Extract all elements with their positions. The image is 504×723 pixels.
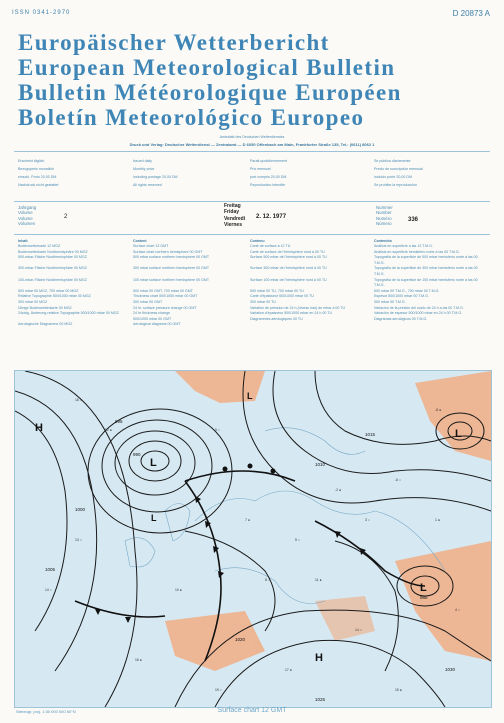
contents-heading: Content (133, 239, 147, 243)
info-line: including postage 20,00 DM (133, 175, 178, 179)
title-german: Europäischer Wetterbericht (18, 30, 330, 55)
contents-item: Surface 300 mbar de l'hémisphère nord à 00 TU (250, 266, 327, 271)
contents-item: 500/1000 mbar 00 GMT (133, 316, 172, 321)
info-line: Bezugspreis monatlich (18, 167, 55, 171)
document-number: D 20873 A (452, 9, 490, 18)
weather-map-svg (15, 371, 491, 707)
contents-item: Variation de pression de 24 h (niveau bas) de mbar à 00 TU (250, 305, 346, 310)
pressure-label: 1015 (365, 432, 376, 437)
divider (14, 234, 490, 235)
svg-text:11 ●: 11 ● (315, 578, 322, 582)
svg-text:12 ●: 12 ● (105, 428, 112, 432)
day-block: Freitag Friday Vendredi Viernes (224, 203, 246, 229)
info-column (18, 157, 59, 189)
contents-item: 500 mbar 00 GMT, 700 mbar 00 GMT (133, 288, 193, 293)
contents-item: 300 mbar 00 MGZ (18, 299, 48, 304)
contents-column (374, 239, 486, 322)
contents-item: Übrige Bodenwetterkarte 00 MGZ (18, 305, 72, 310)
contents-item: Surface chart northern hemisphere 00 GMT (133, 249, 203, 254)
pressure-label: 990 (133, 452, 141, 457)
contents-item: 500-mbar-Fläche Nordhemisphäre 00 MGZ (18, 255, 87, 260)
low-center: L (420, 582, 427, 594)
contents-item: 300 mbar surface northern hemisphere 00 GMT (133, 266, 210, 271)
sea-background (15, 371, 491, 707)
contents-heading: Inhalt (18, 239, 28, 243)
info-column (374, 157, 423, 189)
contents-item: 100 mbar surface northern hemisphere 00 GMT (133, 277, 210, 282)
contents-item: Surface chart 12 GMT (133, 244, 169, 248)
info-line: Erscheint täglich (18, 159, 45, 163)
high-center: H (315, 652, 323, 664)
contents-item: 500 mbar 00 TU, 700 mbar 00 TU (250, 288, 304, 293)
low-center: L (150, 457, 157, 469)
svg-text:5 ○: 5 ○ (295, 538, 300, 542)
info-line: incluido porte 20,00 DM (374, 175, 412, 179)
svg-text:-2 ●: -2 ● (335, 488, 342, 492)
contents-item: 24stdg. Änderung relative Topographie 500/1000 mbar 00 MGZ (18, 311, 119, 316)
contents-item: Carte de surface à 12 TU (250, 244, 291, 248)
svg-text:-8 ●: -8 ● (435, 408, 442, 412)
svg-text:4 ○: 4 ○ (455, 608, 460, 612)
contents-item: 300 mbar 00 T.M.G. (374, 299, 406, 304)
contents-item: 24 hr thickness change (133, 311, 170, 316)
contents-item: Variation d'épaisseur 500/1000 mbar en 24 h 00 TU (250, 311, 333, 316)
issn: ISSN 0341-2970 (12, 10, 71, 16)
contents-item: Diagrammes aérologiques 00 TU (250, 316, 303, 321)
info-column (250, 157, 287, 189)
contents-item: Surface 500 mbar de l'hémisphère nord à 00 TU (250, 255, 327, 260)
contents-heading: Contenido (374, 239, 392, 243)
info-line: Nachdruck nicht gestattet (18, 183, 59, 187)
contents-column (18, 239, 130, 328)
info-column (133, 157, 178, 189)
pressure-label: 1025 (315, 697, 326, 702)
svg-text:14 ○: 14 ○ (45, 588, 52, 592)
info-line: Precio de suscripción mensual (374, 167, 423, 171)
contents-item: 300 mbar 00 TU (250, 299, 276, 304)
info-line: Monthly price (133, 167, 155, 171)
svg-text:7 ●: 7 ● (245, 518, 250, 522)
pressure-label: 1030 (445, 667, 456, 672)
volume-labels: Jahrgang Volume Volume Volumen (18, 205, 37, 227)
info-line: Reproduction interdite (250, 183, 286, 187)
info-line: All rights reserved (133, 183, 162, 187)
low-center: L (151, 513, 157, 523)
surface-weather-map (14, 370, 492, 708)
svg-text:3 ○: 3 ○ (365, 518, 370, 522)
low-center: L (247, 391, 253, 401)
title-french: Bulletin Météorologique Européen (18, 80, 402, 105)
svg-text:14 ○: 14 ○ (355, 628, 362, 632)
map-caption: Surface chart 12 GMT (217, 707, 287, 714)
contents-item: Topografía de la superficie de 500 mbar hemisferio norte a las 00 T.M.G. (374, 255, 478, 265)
contents-heading: Contenu (250, 239, 265, 243)
svg-text:17 ●: 17 ● (285, 668, 292, 672)
svg-text:-6 ○: -6 ○ (395, 478, 402, 482)
issue-number: 336 (408, 217, 419, 223)
contents-item: Bodenwetterkarte Nordhemisphäre 00 MGZ (18, 249, 88, 254)
svg-text:10 ●: 10 ● (175, 588, 182, 592)
pressure-label: 1020 (235, 637, 246, 642)
volume-value: 2 (64, 214, 68, 220)
contents-item: Análisis en superficie hemisferio norte a las 00 T.M.G. (374, 249, 460, 254)
contents-item: 300 mbar 00 GMT (133, 299, 163, 304)
contents-column (133, 239, 245, 328)
pressure-label: 1005 (45, 567, 56, 572)
contents-item: 500 mbar 00 MGZ, 700 mbar 00 MGZ (18, 288, 79, 293)
contents-item: Análisis en superficie a las 12 T.M.G. (374, 244, 433, 248)
svg-text:9 ○: 9 ○ (215, 428, 220, 432)
contents-item: Surface 100 mbar de l'hémisphère nord à 00 TU (250, 277, 327, 282)
volume-block (18, 205, 36, 227)
svg-text:16 ●: 16 ● (135, 658, 142, 662)
contents-item: 100-mbar-Fläche Nordhemisphäre 00 MGZ (18, 277, 87, 282)
publisher-line1: Amtsblatt des Deutschen Wetterdienstes (219, 135, 285, 139)
svg-text:13 ○: 13 ○ (75, 538, 82, 542)
contents-item: Aerological diagrams 00 GMT (133, 322, 181, 327)
svg-text:18 ○: 18 ○ (75, 398, 82, 402)
contents-item: 24 hr. surface pressure change 00 GMT (133, 305, 197, 310)
high-center: H (35, 422, 43, 434)
contents-item: Topografía de la superficie de 300 mbar hemisferio norte a las 00 T.M.G. (374, 266, 478, 276)
divider (14, 201, 490, 202)
number-block: Nummer Number Numéro Número (376, 205, 393, 227)
contents-item: Carte de surface de l'hémisphère nord à 00 TU (250, 249, 325, 254)
svg-text:1 ●: 1 ● (435, 518, 440, 522)
contents-item: Variación de espesor 500/1000 mbar en 24 h 00 T.M.G. (374, 311, 463, 316)
pressure-label: 985 (420, 595, 428, 600)
title-english: European Meteorological Bulletin (18, 55, 396, 80)
pressure-label: 995 (115, 419, 123, 424)
info-line: port compris 20,00 DM (250, 175, 287, 179)
divider (14, 151, 490, 152)
title-block (18, 30, 498, 130)
contents-item: Thickness chart 500/1000 mbar 00 GMT (133, 294, 198, 299)
info-line: einschl. Porto 20,00 DM (18, 175, 57, 179)
svg-text:19 ○: 19 ○ (215, 688, 222, 692)
svg-text:8 ○: 8 ○ (265, 578, 270, 582)
info-line: Issued daily (133, 159, 152, 163)
info-line: Se publica diariamente (374, 159, 411, 163)
contents-item: Topografía de la superficie de 100 mbar hemisferio norte a las 00 T.M.G. (374, 277, 478, 288)
svg-text:15 ●: 15 ● (395, 688, 402, 692)
contents-item: 500 mbar 00 T.M.G., 700 mbar 00 T.M.G. (374, 288, 440, 293)
contents-item: Diagramas aerológicos 00 T.M.G. (374, 316, 428, 321)
info-line: Prix mensuel (250, 167, 271, 171)
info-line: Parait quotidiennement (250, 159, 287, 163)
info-line: Se prohibe la reproducción (374, 183, 417, 187)
contents-item: Relative Topographie 500/1000 mbar 00 MGZ (18, 294, 91, 299)
map-projection: Stereogr. proj. 1:30 000 000 60°N (16, 709, 76, 714)
pressure-label: 1010 (315, 462, 326, 467)
contents-item: Carte d'épaisseur 500/1000 mbar 00 TU (250, 294, 314, 299)
pressure-label: 1000 (75, 507, 86, 512)
low-center: L (455, 428, 462, 440)
publisher-line2: Druck und Verlag: Deutscher Wetterdienst — Zentralamt — D 6050 Offenbach am Main, Frankfurter Straße 135, Tel.: (0611) 8062 1 (129, 142, 375, 147)
contents-item: Variación de la presión del suelo de 24 h a las 00 T.M.G. (374, 305, 464, 310)
issue-date: 2. 12. 1977 (256, 214, 287, 220)
contents-item: 300-mbar-Fläche Nordhemisphäre 00 MGZ (18, 266, 87, 271)
contents-item: Aerologische Diagramme 00 MGZ (18, 322, 73, 327)
contents-item: Espesor 500/1000 mbar 00 T.M.G. (374, 294, 429, 299)
contents-column (250, 239, 362, 322)
title-spanish: Boletín Meteorológico Europeo (18, 105, 365, 130)
contents-item: 500 mbar surface northern hemisphere 00 GMT (133, 255, 210, 260)
contents-item: Bodenwetterkarte 12 MGZ (18, 244, 61, 248)
